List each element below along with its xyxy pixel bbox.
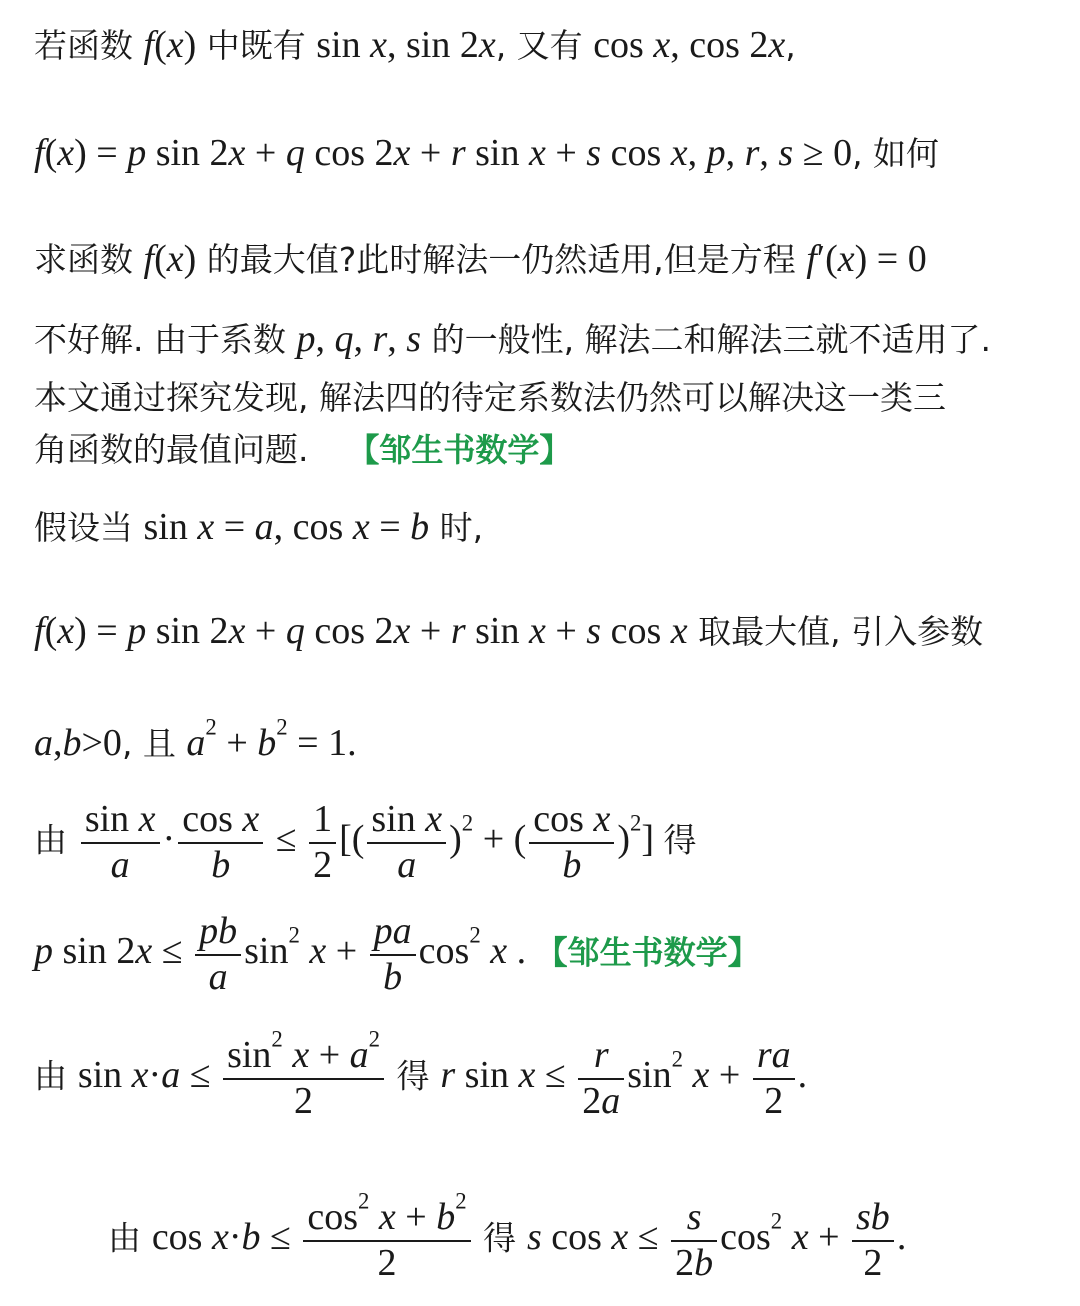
l12-prefix: 由 — [34, 1056, 67, 1096]
text-line-9: a,b>0, 且 $a^2 + b^2 = 1$. — [34, 714, 357, 764]
text-line-1: 若函数 f(x) 中既有 sin x, sin 2x, 又有 cos x, cos 2x, — [34, 24, 796, 66]
formula-line-13: 由 cos x·b ≤ $\frac{\cos^2 x + b^2}{2}$ 得 s cos x ≤ $\frac{s}{2b}$ $\cos^2 x$ + $\frac{sb}{2}$ . — [108, 1188, 907, 1284]
l10-prefix: 由 — [34, 820, 67, 860]
formula-line-12: 由 sin x·a ≤ $\frac{\sin^2 x + a^2}{2}$ 得 r sin x ≤ $\frac{r}{2a}$ $\sin^2 x$ + $\frac{ra}{2}$ . — [34, 1026, 808, 1122]
formula-line-10: 由 $\frac{\text{sin x}}{a}$ · $\frac{\text{cos x}}{b}$ ≤ $\frac{1}{2}$ [( $\frac{\text{sin x}}{a}$ )$^2$ + ( $\frac{\text{cos x}}{b}$ )$^2$] 得 — [34, 798, 697, 886]
l13-prefix: 由 — [108, 1218, 141, 1258]
text-line-5: 本文通过探究发现, 解法四的待定系数法仍然可以解决这一类三 — [34, 378, 946, 417]
text-line-8: f(x) = p sin 2x + q cos 2x + r sin x + s cos x 取最大值, 引入参数 — [34, 610, 984, 652]
l12-mid: 得 — [396, 1056, 430, 1096]
l13-mid: 得 — [483, 1218, 517, 1258]
text-line-2: f(x) = p sin 2x + q cos 2x + r sin x + s cos x, p, r, s ≥ 0, 如何 — [34, 132, 940, 174]
line-6-text: 角函数的最值问题. — [34, 430, 309, 469]
formula-line-11: p sin 2x ≤ $\frac{pb}{a}$ $\sin^2 x$ + $\frac{pa}{b}$ $\cos^2 x$ . 【邹生书数学】 — [34, 910, 760, 998]
text-line-6 — [34, 424, 571, 471]
watermark-tag-2: 【邹生书数学】 — [535, 933, 760, 972]
watermark-tag-1: 【邹生书数学】 — [347, 431, 572, 469]
l10-suffix: 得 — [663, 820, 697, 860]
text-line-7: 假设当 sin x = a, cos x = b 时, — [34, 506, 484, 548]
text-line-3: 求函数 f(x) 的最大值?此时解法一仍然适用,但是方程 f′(x) = 0 — [34, 238, 927, 280]
text-line-4: 不好解. 由于系数 p, q, r, s 的一般性, 解法二和解法三就不适用了. — [34, 318, 992, 360]
